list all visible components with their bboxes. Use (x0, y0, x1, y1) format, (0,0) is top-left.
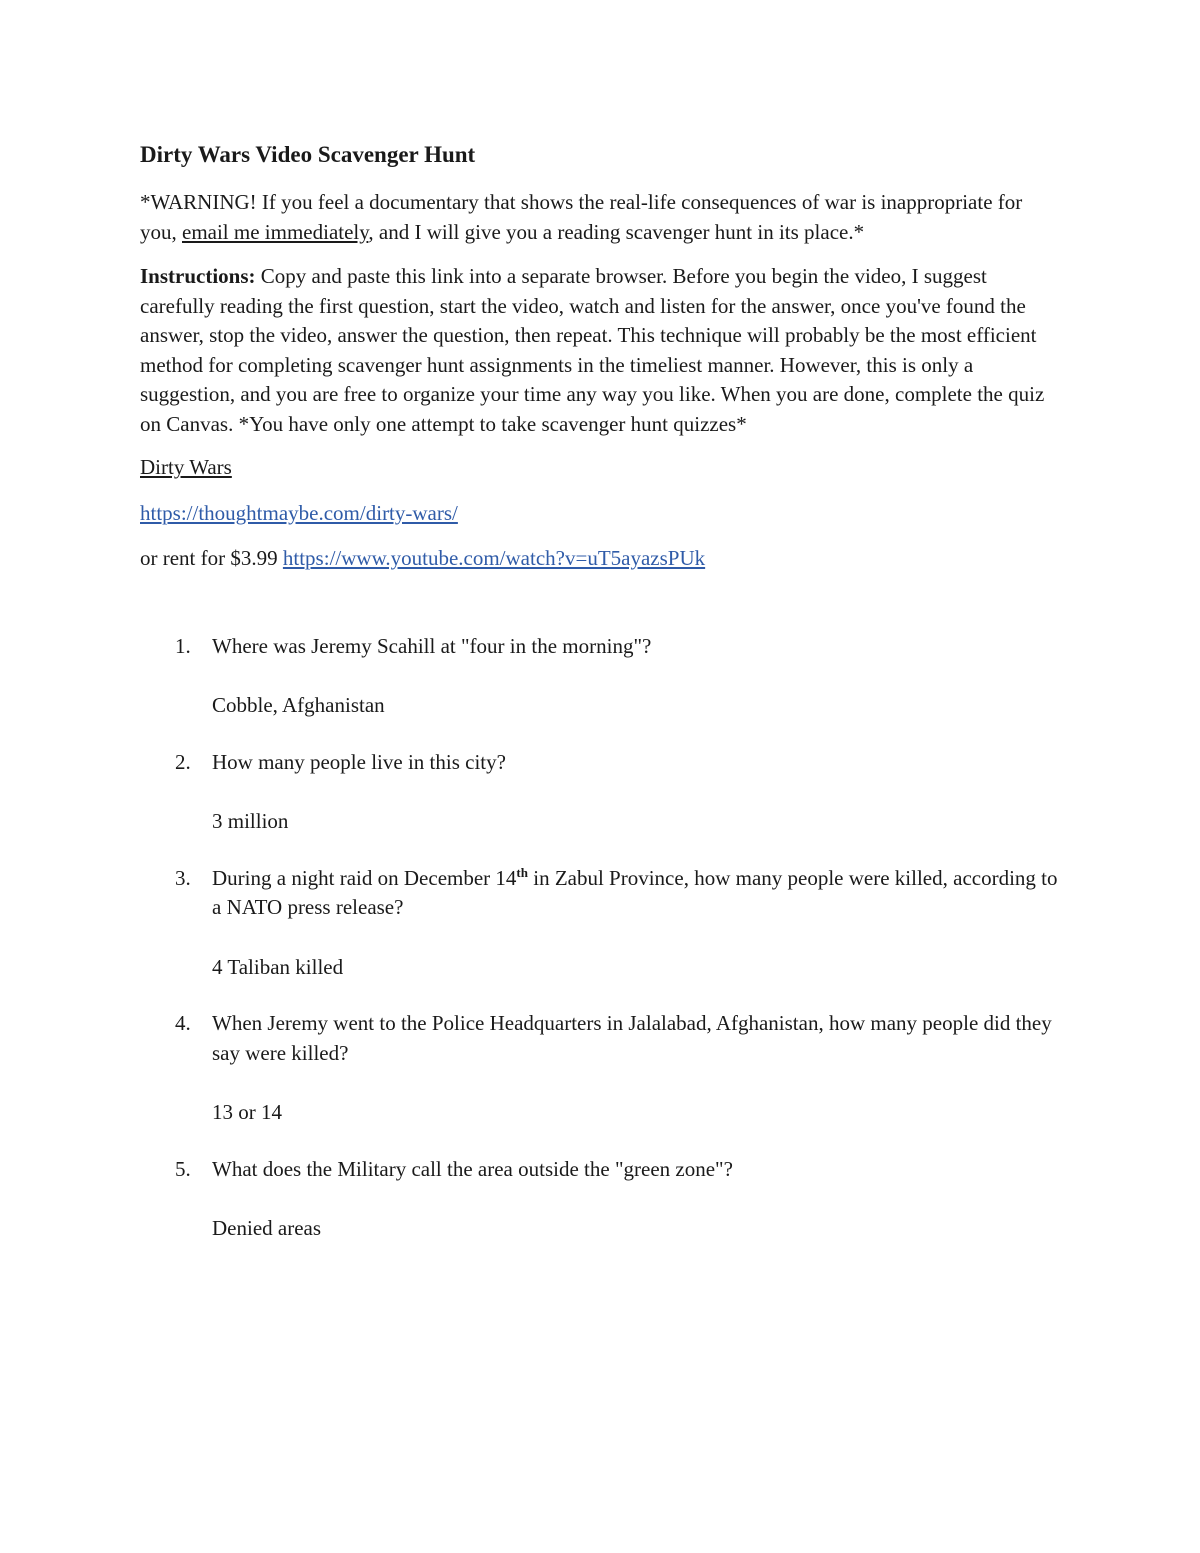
warning-text: *WARNING! If you feel a documentary that shows the real-life consequences of war is inappropriate for you, (140, 190, 1023, 244)
rent-line (140, 544, 1060, 574)
question-text-start: During a night raid on December 14 (212, 865, 517, 890)
youtube-link[interactable]: https://www.youtube.com/watch?v=uT5ayazsPUk (282, 546, 706, 570)
answer-text: Cobble, Afghanistan (212, 693, 385, 717)
instructions-text: Copy and paste this link into a separate browser. Before you begin the video, I suggest carefully reading the first question, start the video, watch and listen for the answer, once you've found the answer, stop the video, answer the question, then repeat. This technique will probably be the most efficient method for completing scavenger hunt assignments in the timeliest manner. However, this is only a suggestion, and you are free to organize your time any way you like. When you are done, complete the quiz on Canvas. *You have only one attempt to take scavenger hunt quizzes* (140, 264, 1045, 436)
warning-paragraph (140, 188, 1060, 247)
email-link[interactable]: email me immediately (182, 219, 369, 244)
question-number: 5. (175, 1156, 191, 1181)
instructions-paragraph (140, 262, 1060, 439)
answer-text: 4 Taliban killed (212, 954, 344, 979)
answer-text: 13 or 14 (212, 1100, 282, 1124)
question-text: When Jeremy went to the Police Headquarters in Jalalabad, Afghanistan, how many people did they say were killed? (212, 1011, 1052, 1065)
answer-text: 3 million (212, 809, 289, 833)
primary-link-line (140, 499, 1060, 529)
question-text: How many people live in this city? (212, 749, 506, 774)
question-text (212, 864, 1060, 923)
list-item (140, 1009, 1060, 1128)
document-page (140, 140, 1060, 1271)
question-number: 1. (175, 633, 191, 658)
answer-text: Denied areas (212, 1216, 322, 1240)
question-number: 2. (175, 749, 191, 774)
list-item (140, 632, 1060, 721)
warning-text-end: , and I will give you a reading scavenger hunt in its place.* (368, 219, 865, 244)
list-item (140, 864, 1060, 983)
question-list (140, 632, 1060, 1244)
list-item (140, 1155, 1060, 1244)
question-text: What does the Military call the area outside the "green zone"? (212, 1156, 733, 1181)
ordinal-suffix: th (516, 864, 528, 880)
question-text: Where was Jeremy Scahill at "four in the morning"? (212, 633, 652, 658)
instructions-label: Instructions: (140, 264, 256, 288)
page-title: Dirty Wars Video Scavenger Hunt (140, 142, 476, 167)
question-number: 3. (175, 865, 191, 890)
question-text-end: in Zabul Province, how many people were killed, according to a NATO press release? (212, 865, 1058, 919)
thoughtmaybe-link[interactable]: https://thoughtmaybe.com/dirty-wars/ (140, 500, 458, 525)
list-item (140, 748, 1060, 837)
video-title: Dirty Wars (140, 455, 232, 479)
rent-prefix: or rent for $3.99 (140, 546, 283, 570)
question-number: 4. (175, 1011, 191, 1035)
